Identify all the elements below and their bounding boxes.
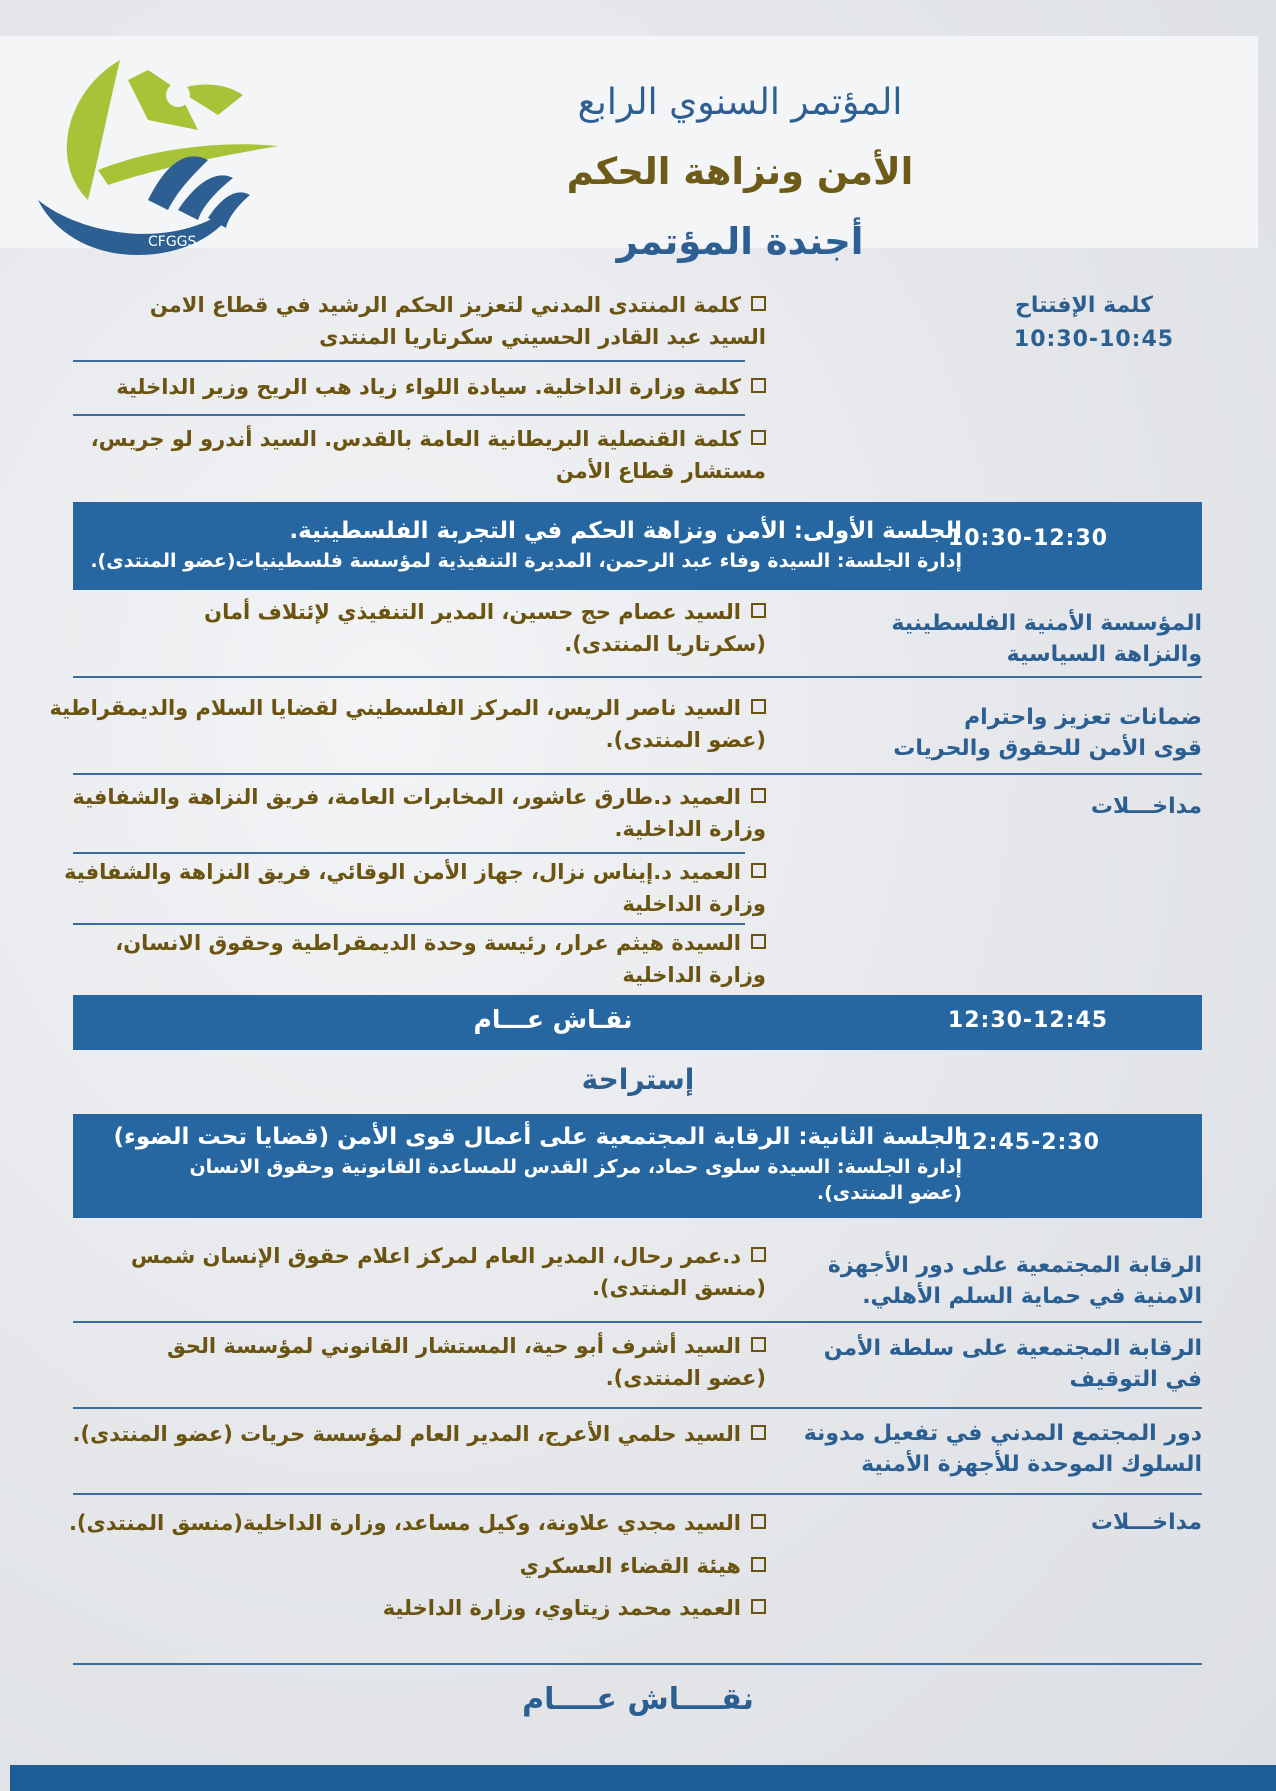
divider [73,923,745,925]
topic-label: ضمانات تعزيز واحترام قوى الأمن للحقوق والحريات [893,705,1202,761]
topic-label: الرقابة المجتمعية على سلطة الأمن في التوقيف [823,1336,1202,1392]
topic-label: المؤسسة الأمنية الفلسطينية والنزاهة السياسية [891,611,1202,667]
divider [73,360,745,362]
divider [73,852,745,854]
agenda-item: كلمة القنصلية البريطانية العامة بالقدس. السيد أندرو لو جريس، مستشار قطاع الأمن [90,427,766,483]
session2-banner [73,1114,1202,1218]
bullet-square-icon [751,1425,766,1440]
topic-label: دور المجتمع المدني في تفعيل مدونة السلوك الموحدة للأجهزة الأمنية [803,1421,1202,1477]
agenda-item: هيئة القضاء العسكري [66,1550,766,1582]
bullet-square-icon [751,863,766,878]
bullet-square-icon [751,430,766,445]
conference-title: الأمن ونزاهة الحكم [566,150,914,193]
session1-banner [73,502,1202,590]
forum-logo [28,50,286,270]
divider [73,1321,1202,1323]
agenda-title: أجندة المؤتمر [616,220,864,263]
bullet-square-icon [751,1247,766,1262]
session1-moderator: إدارة الجلسة: السيدة وفاء عبد الرحمن، المديرة التنفيذية لمؤسسة فلسطينيات(عضو المنتدى). [90,550,962,572]
break-label: إستراحة [581,1063,695,1096]
bullet-square-icon [751,1337,766,1352]
divider [73,1663,1202,1665]
footer-bar [10,1765,1276,1791]
divider [73,1493,1202,1495]
bullet-square-icon [751,296,766,311]
discussion1-banner [73,995,1202,1050]
agenda-item: العميد د.طارق عاشور، المخابرات العامة، فريق النزاهة والشفافية وزارة الداخلية. [72,785,766,841]
session2-title: الجلسة الثانية: الرقابة المجتمعية على أعمال قوى الأمن (قضايا تحت الضوء) [113,1124,962,1150]
opening-label: كلمة الإفتتاح [1015,293,1153,318]
opening-time: 10:30-10:45 [1013,327,1175,352]
session2-moderator: إدارة الجلسة: السيدة سلوى حماد، مركز القدس للمساعدة القانونية وحقوق الانسان (عضو المنتدى). [189,1156,962,1204]
conference-edition: المؤتمر السنوي الرابع [577,82,903,123]
logo-text: CFGGS [148,234,197,250]
discussion1-label: نقـاش عـــام [473,1005,633,1034]
bullet-square-icon [751,788,766,803]
agenda-item: العميد محمد زيتاوي، وزارة الداخلية [66,1592,766,1624]
session1-time: 10:30-12:30 [947,526,1109,551]
agenda-item: العميد د.إيناس نزال، جهاز الأمن الوقائي، فريق النزاهة والشفافية وزارة الداخلية [64,860,766,916]
agenda-item: السيد أشرف أبو حية، المستشار القانوني لمؤسسة الحق (عضو المنتدى). [166,1334,766,1390]
divider [73,676,1202,678]
agenda-item: السيد مجدي علاونة، وكيل مساعد، وزارة الداخلية(منسق المنتدى). [6,1507,766,1539]
agenda-item: السيد عصام حج حسين، المدير التنفيذي لإئتلاف أمان (سكرتاريا المنتدى). [204,600,766,656]
header-banner [0,36,1258,263]
bullet-square-icon [751,1599,766,1614]
bullet-square-icon [751,603,766,618]
interventions-label: مداخـــلات [1090,794,1202,819]
agenda-item: السيد حلمي الأعرج، المدير العام لمؤسسة حريات (عضو المنتدى). [66,1418,766,1450]
agenda-item: السيدة هيثم عرار، رئيسة وحدة الديمقراطية وحقوق الانسان، وزارة الداخلية [115,931,766,987]
interventions-label: مداخـــلات [1090,1510,1202,1535]
discussion1-time: 12:30-12:45 [947,1008,1109,1033]
session1-title: الجلسة الأولى: الأمن ونزاهة الحكم في التجربة الفلسطينية. [289,518,962,544]
topic-label: الرقابة المجتمعية على دور الأجهزة الامنية في حماية السلم الأهلي. [827,1253,1202,1309]
bullet-square-icon [751,378,766,393]
bullet-square-icon [751,1514,766,1529]
bullet-square-icon [751,934,766,949]
bullet-square-icon [751,1557,766,1572]
discussion2-label: نقــــاش عــــام [522,1682,754,1717]
agenda-item: د.عمر رحال، المدير العام لمركز اعلام حقوق الإنسان شمس (منسق المنتدى). [130,1244,766,1300]
session2-time: 12:45-2:30 [956,1130,1100,1155]
bullet-square-icon [751,699,766,714]
agenda-item: السيد ناصر الريس، المركز الفلسطيني لقضايا السلام والديمقراطية (عضو المنتدى). [49,696,766,752]
divider [73,1407,1202,1409]
agenda-item: كلمة وزارة الداخلية. سيادة اللواء زياد هب الريح وزير الداخلية [66,371,766,403]
divider [73,414,745,416]
divider [73,773,1202,775]
agenda-item: كلمة المنتدى المدني لتعزيز الحكم الرشيد في قطاع الامن السيد عبد القادر الحسيني سكرتاريا المنتدى [149,293,766,349]
